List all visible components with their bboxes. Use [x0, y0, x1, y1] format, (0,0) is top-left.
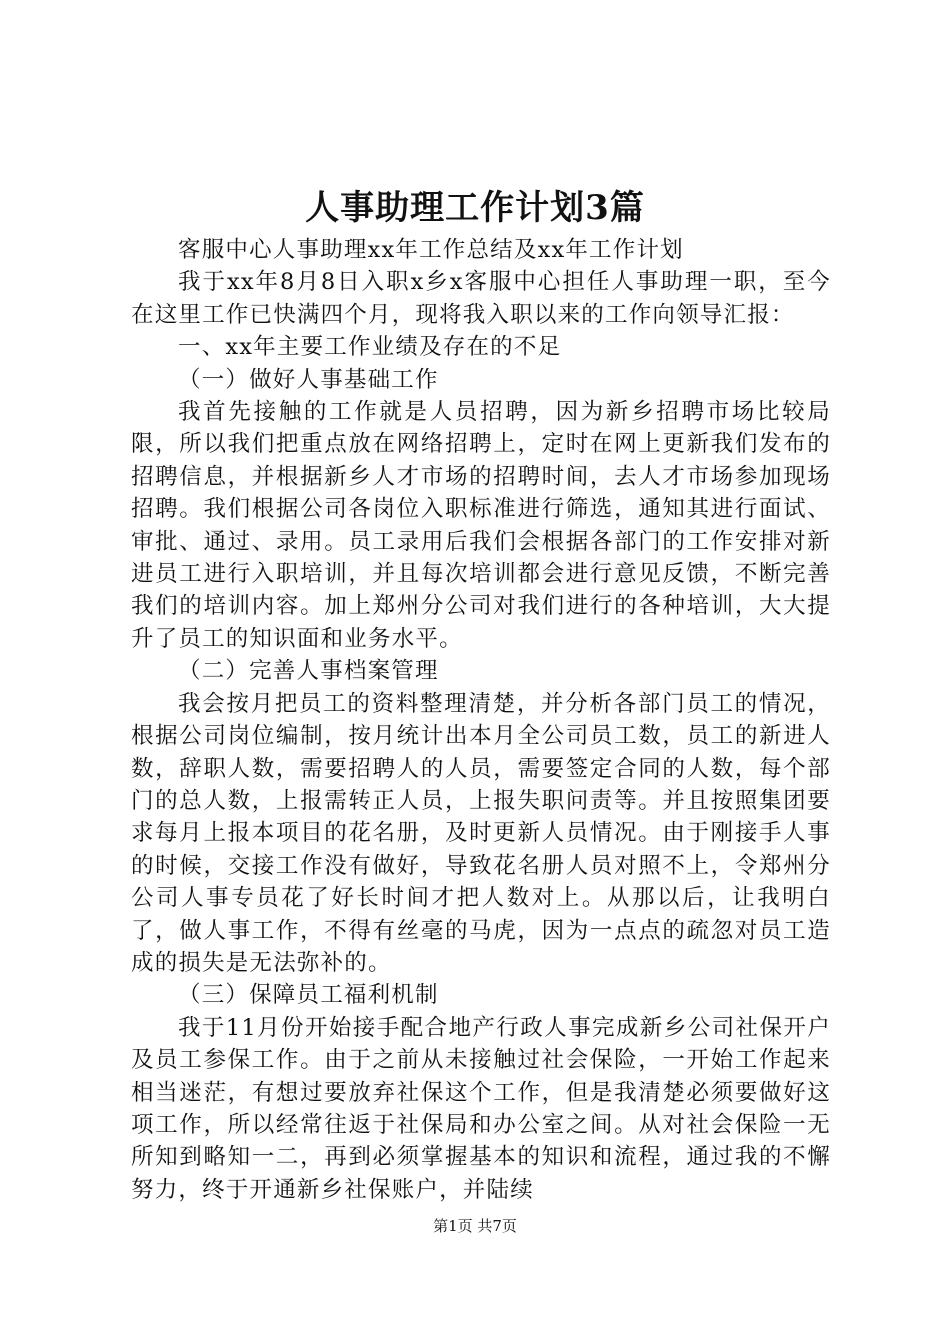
document-title: 人事助理工作计划3篇 [305, 188, 645, 228]
document-body [131, 234, 831, 1206]
subsection-heading-2: （二）完善人事档案管理 [178, 658, 439, 685]
section-heading: 一、xx年主要工作业绩及存在的不足 [178, 334, 562, 361]
subtitle-paragraph: 客服中心人事助理xx年工作总结及xx年工作计划 [178, 237, 684, 263]
subsection-heading-3: （三）保障员工福利机制 [178, 982, 439, 1009]
intro-paragraph: 我于xx年8月8日入职x乡x客服中心担任人事助理一职，至今在这里工作已快满四个月，现将我入职以来的工作向领导汇报： [131, 269, 831, 328]
subsection-heading-1: （一）做好人事基础工作 [178, 366, 439, 393]
body-paragraph-1: 我首先接触的工作就是人员招聘，因为新乡招聘市场比较局限，所以我们把重点放在网络招聘上，定时在网上更新我们发布的招聘信息，并根据新乡人才市场的招聘时间，去人才市场参加现场招聘。我们根据公司各岗位入职标准进行筛选，通知其进行面试、审批、通过、录用。员工录用后我们会根据各部门的工作安排对新进员工进行入职培训，并且每次培训都会进行意见反馈，不断完善我们的培训内容。加上郑州分公司对我们进行的各种培训，大大提升了员工的知识面和业务水平。 [131, 399, 831, 652]
body-paragraph-2: 我会按月把员工的资料整理清楚，并分析各部门员工的情况，根据公司岗位编制，按月统计出本月全公司员工数，员工的新进人数，辞职人数，需要招聘人的人员，需要签定合同的人数，每个部门的总人数，上报需转正人员，上报失职问责等。并且按照集团要求每月上报本项目的花名册，及时更新人员情况。由于刚接手人事的时候，交接工作没有做好，导致花名册人员对照不上，令郑州分公司人事专员花了好长时间才把人数对上。从那以后，让我明白了，做人事工作，不得有丝毫的马虎，因为一点点的疏忽对员工造成的损失是无法弥补的。 [131, 690, 831, 976]
body-paragraph-3: 我于11月份开始接手配合地产行政人事完成新乡公司社保开户及员工参保工作。由于之前从未接触过社会保险，一开始工作起来相当迷茫，有想过要放弃社保这个工作，但是我清楚必须要做好这项工作，所以经常往返于社保局和办公室之间。从对社会保险一无所知到略知一二，再到必须掌握基本的知识和流程，通过我的不懈努力，终于开通新乡社保账户，并陆续 [131, 1014, 831, 1203]
page-footer: 第1页 共7页 [433, 1217, 517, 1235]
